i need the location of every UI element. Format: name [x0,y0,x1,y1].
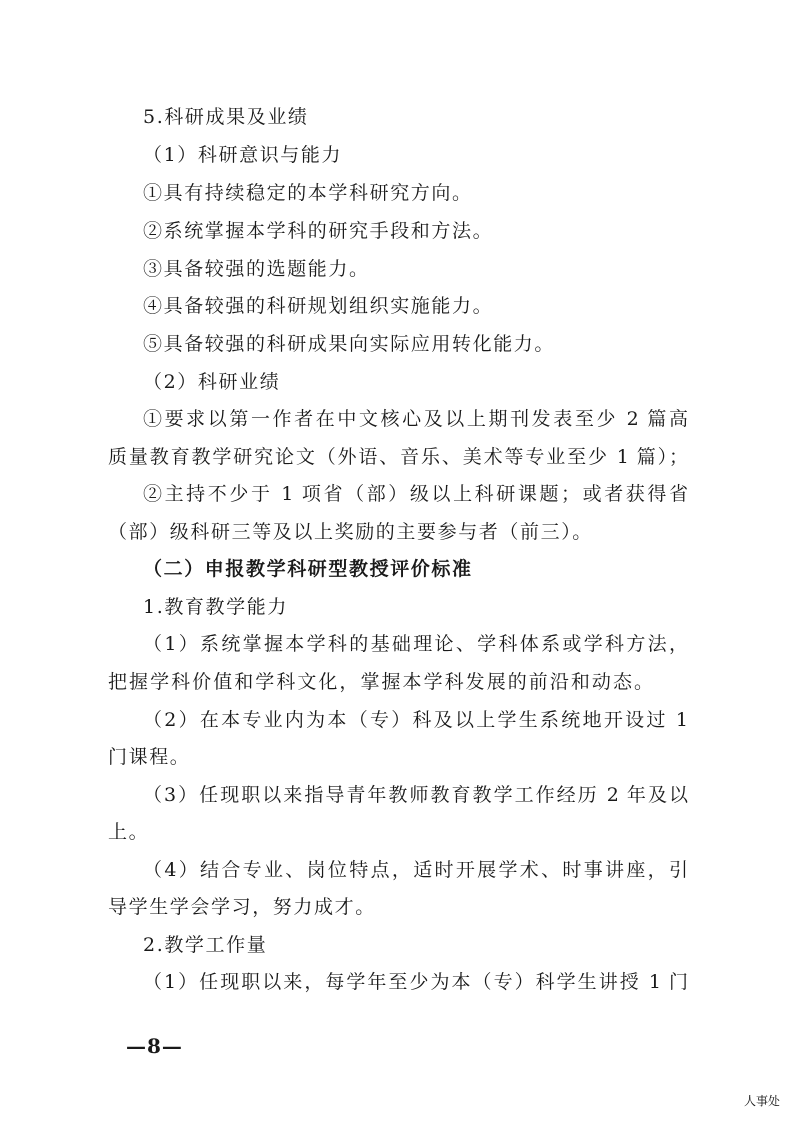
paragraph-line: （1）系统掌握本学科的基础理论、学科体系或学科方法， [143,633,688,655]
section-heading-teaching-ability: 1.教育教学能力 [143,596,288,618]
paragraph-line: （1）任现职以来，每学年至少为本（专）科学生讲授 1 门 [143,971,688,993]
paragraph-line: ①要求以第一作者在中文核心及以上期刊发表至少 2 篇高 [143,408,688,430]
paragraph-line: 门课程。 [108,746,191,768]
section-heading-teaching-research-professor: （二）申报教学科研型教授评价标准 [143,558,473,580]
section-heading-research-results: 5.科研成果及业绩 [143,106,309,128]
paragraph-line: （4）结合专业、岗位特点，适时开展学术、时事讲座，引 [143,859,688,881]
list-item: ④具备较强的科研规划组织实施能力。 [143,295,494,317]
list-item: ③具备较强的选题能力。 [143,258,370,280]
list-item: ②系统掌握本学科的研究手段和方法。 [143,220,494,242]
paragraph-line: ②主持不少于 1 项省（部）级以上科研课题；或者获得省 [143,483,688,505]
paragraph-line: 把握学科价值和学科文化，掌握本学科发展的前沿和动态。 [108,671,653,693]
paragraph-line: （部）级科研三等及以上奖励的主要参与者（前三）。 [108,521,593,543]
paragraph-line: 上。 [108,821,150,843]
section-heading-teaching-workload: 2.教学工作量 [143,934,268,956]
subheading-research-performance: （2）科研业绩 [143,371,281,393]
page-number: —8— [126,1034,183,1058]
paragraph-line: （3）任现职以来指导青年教师教育教学工作经历 2 年及以 [143,784,688,806]
paragraph-line: 导学生学会学习，努力成才。 [108,896,376,918]
paragraph-line: 质量教育教学研究论文（外语、音乐、美术等专业至少 1 篇）； [108,446,688,468]
footer-stamp: 人事处 [743,1094,780,1108]
list-item: ⑤具备较强的科研成果向实际应用转化能力。 [143,333,556,355]
subheading-research-awareness: （1）科研意识与能力 [143,144,343,166]
paragraph-line: （2）在本专业内为本（专）科及以上学生系统地开设过 1 [143,709,688,731]
list-item: ①具有持续稳定的本学科研究方向。 [143,182,473,204]
